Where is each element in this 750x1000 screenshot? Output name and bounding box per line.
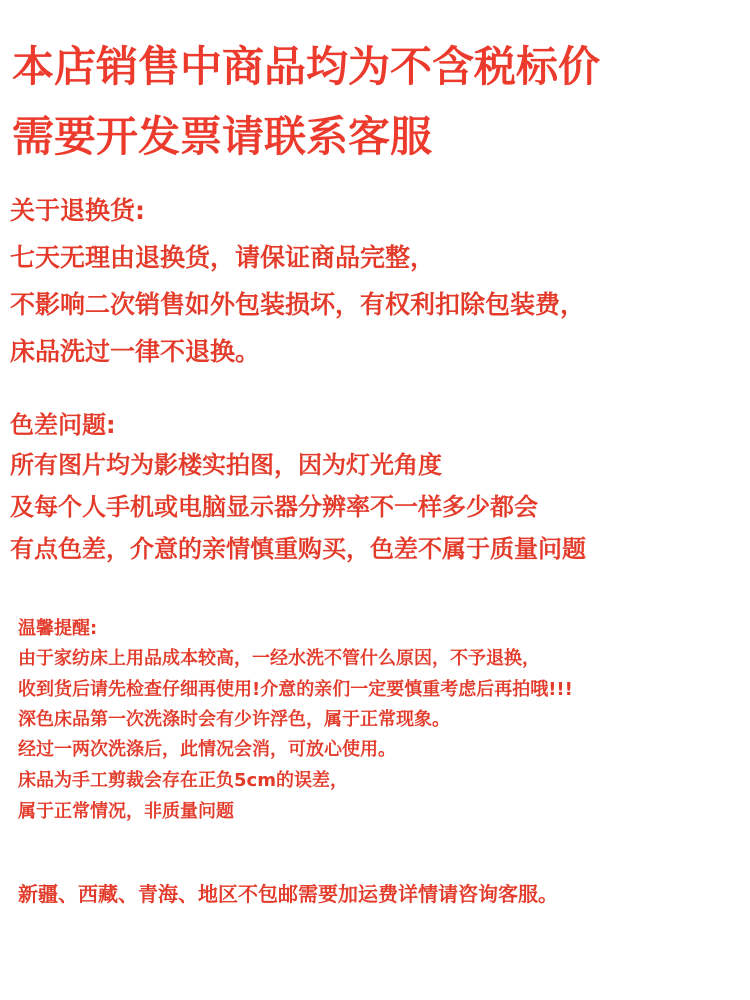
returns-title: 关于退换货:: [10, 196, 145, 225]
returns-line-2: 不影响二次销售如外包装损坏，有权利扣除包装费，: [10, 290, 586, 319]
tips-line-2: 收到货后请先检查仔细再使用!介意的亲们一定要慎重考虑后再拍哦!!!: [18, 679, 573, 700]
tips-line-3: 深色床品第一次洗涤时会有少许浮色，属于正常现象。: [18, 709, 450, 730]
color-diff-line-3: 有点色差，介意的亲情慎重购买，色差不属于质量问题: [10, 535, 586, 563]
tips-title: 温馨提醒:: [18, 618, 98, 639]
header-line-2: 需要开发票请联系客服: [12, 112, 433, 161]
shipping-note: 新疆、西藏、青海、地区不包邮需要加运费详情请咨询客服。: [18, 882, 558, 906]
tips-line-6: 属于正常情况，非质量问题: [18, 801, 234, 822]
tips-line-4: 经过一两次洗涤后，此情况会消，可放心使用。: [18, 739, 396, 760]
color-diff-title: 色差问题:: [10, 411, 116, 439]
color-diff-line-2: 及每个人手机或电脑显示器分辨率不一样多少都会: [10, 493, 538, 521]
header-line-1: 本店销售中商品均为不含税标价: [12, 42, 601, 91]
color-diff-line-1: 所有图片均为影楼实拍图，因为灯光角度: [10, 451, 442, 479]
tips-line-1: 由于家纺床上用品成本较高，一经水洗不管什么原因，不予退换，: [18, 648, 540, 669]
returns-line-3: 床品洗过一律不退换。: [10, 337, 261, 366]
tips-line-5: 床品为手工剪裁会存在正负5cm的误差，: [18, 770, 348, 791]
returns-line-1: 七天无理由退换货，请保证商品完整，: [10, 243, 436, 272]
